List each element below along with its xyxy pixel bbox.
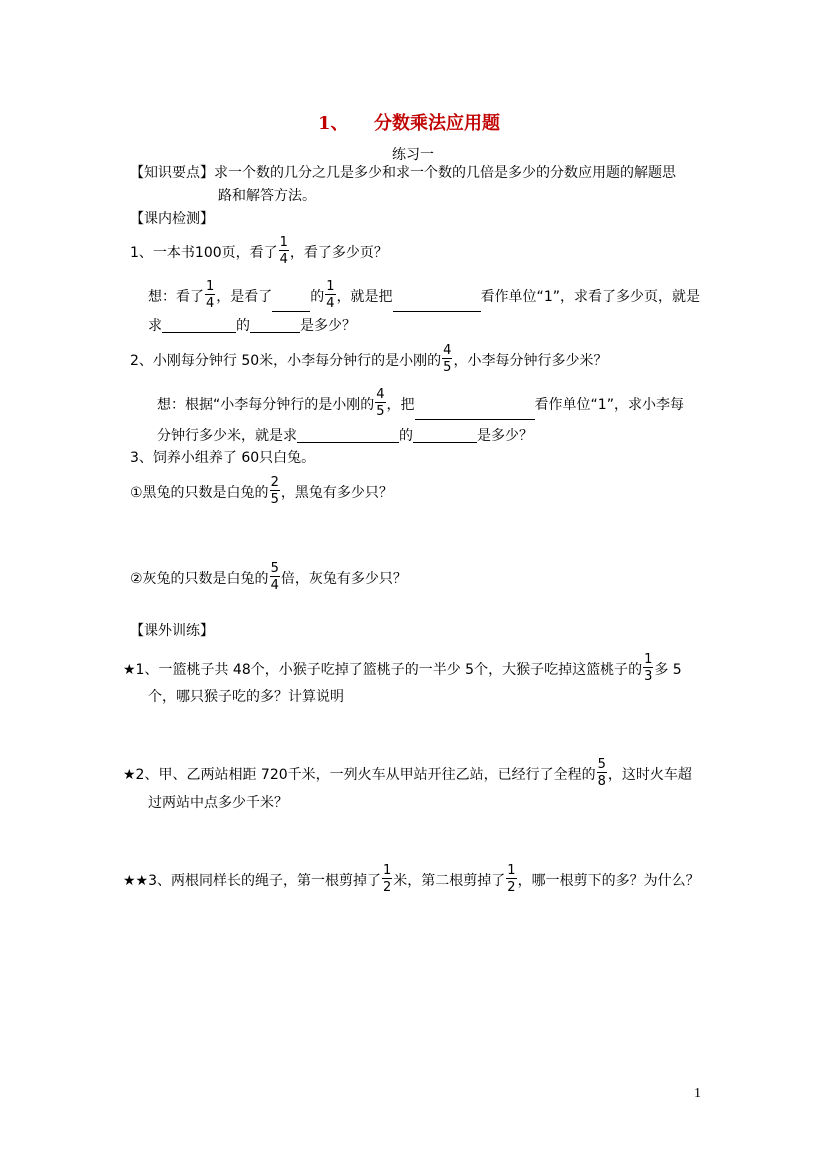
- exercise-subtitle: 练习一: [392, 147, 434, 163]
- fraction: $\frac{1}{4}$: [206, 279, 215, 311]
- fraction: $\frac{5}{4}$: [270, 561, 279, 593]
- extra-question-3: ★★3、两根同样长的绳子，第一根剪掉了 $\frac{1}{2}$ 米，第二根剪掉了 $\frac{1}{2}$ ，哪一根剪下的多？为什么？: [123, 863, 700, 895]
- question-1: 1、一本书100页，看了 $\frac{1}{4}$ ，看了多少页？: [130, 235, 388, 267]
- extra-question-2-line-2: 过两站中点多少千米？: [148, 795, 288, 811]
- question-3: 3、饲养小组养了 60只白兔。: [130, 450, 316, 466]
- fraction: $\frac{1}{2}$: [383, 863, 392, 895]
- fraction: $\frac{1}{2}$: [507, 863, 516, 895]
- answer-blank[interactable]: [272, 297, 310, 312]
- question-2-hint-line-1: 想：根据“小李每分钟行的是小刚的 $\frac{4}{5}$ ，把 看作单位“1”，求小李每: [157, 387, 684, 419]
- fraction: $\frac{4}{5}$: [376, 387, 385, 419]
- question-3-part-1: ①黑兔的只数是白兔的 $\frac{2}{5}$ ，黑兔有多少只？: [130, 475, 393, 507]
- answer-blank[interactable]: [393, 297, 481, 312]
- question-1-hint-line-1: 想：看了 $\frac{1}{4}$ ，是看了 的 $\frac{1}{4}$ ，就是把 看作单位“1”，求看了多少页，就是: [148, 279, 700, 311]
- answer-blank[interactable]: [250, 318, 300, 333]
- fraction: $\frac{1}{4}$: [279, 235, 288, 267]
- knowledge-line-2: 路和解答方法。: [218, 188, 316, 204]
- question-2-hint-line-2: 分钟行多少米，就是求 的 是多少？: [157, 428, 533, 444]
- knowledge-line-1: [130, 166, 676, 180]
- fraction: $\frac{1}{3}$: [644, 652, 653, 684]
- question-3-part-2: ②灰兔的只数是白兔的 $\frac{5}{4}$ 倍，灰兔有多少只？: [130, 561, 407, 593]
- question-2: 2、小刚每分钟行 50米，小李每分钟行的是小刚的 $\frac{4}{5}$ ，小李每分钟行多少米？: [130, 343, 608, 375]
- inclass-label: 【课内检测】: [130, 211, 214, 227]
- fraction: $\frac{5}{8}$: [597, 757, 606, 789]
- answer-blank[interactable]: [415, 405, 535, 420]
- fraction: $\frac{1}{4}$: [326, 279, 335, 311]
- extra-question-1-line-2: 个，哪只猴子吃的多？计算说明: [148, 689, 344, 705]
- answer-blank[interactable]: [413, 428, 477, 443]
- extra-question-1: ★1、一篮桃子共 48个，小猴子吃掉了篮桃子的一半少 5个，大猴子吃掉这篮桃子的 $\frac{1}{3}$ 多 5: [123, 652, 682, 684]
- answer-blank[interactable]: [297, 428, 399, 443]
- extra-question-2: ★2、甲、乙两站相距 720千米，一列火车从甲站开往乙站，已经行了全程的 $\frac{5}{8}$ ，这时火车超: [123, 757, 692, 789]
- outclass-label: 【课外训练】: [130, 623, 214, 639]
- question-1-hint-line-2: 求 的 是多少？: [148, 318, 356, 334]
- page-title: 分数乘法应用题: [374, 113, 500, 134]
- fraction: $\frac{4}{5}$: [443, 343, 452, 375]
- knowledge-label: 【知识要点】: [130, 165, 214, 181]
- knowledge-text: 求一个数的几分之几是多少和求一个数的几倍是多少的分数应用题的解题思: [214, 165, 676, 181]
- answer-blank[interactable]: [162, 318, 236, 333]
- fraction: $\frac{2}{5}$: [270, 475, 279, 507]
- page-number: 1: [694, 1086, 701, 1101]
- title-number: 1、: [318, 113, 349, 134]
